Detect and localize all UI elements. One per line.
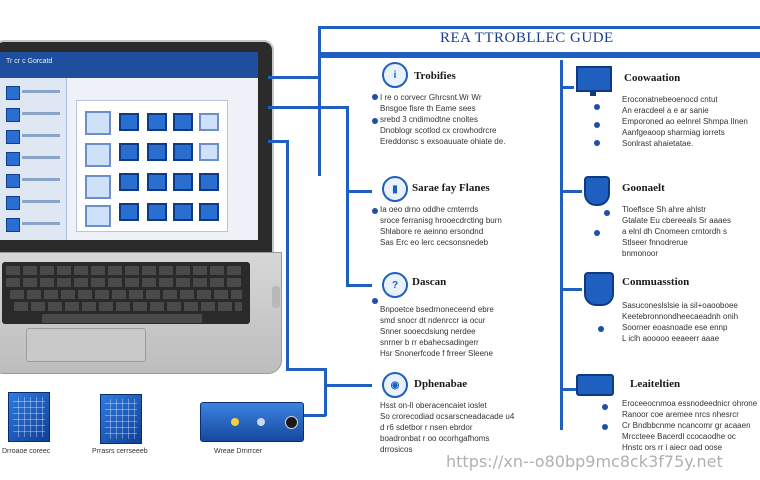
connector-line — [560, 288, 582, 291]
bullet — [594, 140, 600, 146]
section-body — [380, 400, 540, 455]
section-body — [380, 304, 540, 359]
body-line: Hsst on-ll oberacencaiet ioslet — [380, 401, 487, 410]
connector-line — [286, 368, 326, 371]
status-led — [257, 418, 265, 426]
content-tile — [85, 175, 111, 199]
connector-line — [324, 384, 372, 387]
bullet — [372, 208, 378, 214]
sidebar-icon — [6, 174, 20, 188]
sidebar-line — [22, 112, 60, 115]
content-tile — [119, 173, 139, 191]
section-title: Sarae fay Flanes — [412, 182, 490, 194]
content-tile — [119, 113, 139, 131]
connector-line — [302, 414, 326, 417]
body-line: I re o corvecr Ghrcsnt.Wr Wr — [380, 93, 482, 102]
content-tile — [173, 113, 193, 131]
body-line: Soorner eoasnoade ese ennp — [622, 323, 728, 332]
section-body — [380, 204, 540, 248]
section-title: Dphenabae — [414, 378, 468, 390]
body-line: Shlabore re aeinno ersondnd — [380, 227, 484, 236]
section-body — [622, 204, 758, 259]
body-line: Emporoned ao eelnrel Shmpa Ilnen — [622, 117, 748, 126]
connector-line — [560, 60, 563, 430]
bullet — [598, 326, 604, 332]
body-line: sroce ferranisg hrooecdrcting burn — [380, 216, 502, 225]
connector-line — [346, 190, 372, 193]
server-cube-icon — [100, 394, 142, 444]
content-tile — [85, 111, 111, 135]
device-caption: Wreae Drnrrcer — [214, 448, 263, 455]
section-title: Trobifies — [414, 70, 456, 82]
connector-line — [560, 190, 582, 193]
sidebar-icon — [6, 130, 20, 144]
section-title: Conmuasstion — [622, 276, 690, 288]
sidebar-line — [22, 178, 60, 181]
connector-line — [560, 388, 576, 391]
body-line: Hnstc ors rr i aiecr oad oose — [622, 443, 723, 452]
body-line: Sas Erc eo lerc cecsonsnedeb — [380, 238, 489, 247]
section-body — [622, 300, 758, 344]
document-icon: ▮ — [382, 176, 408, 202]
section-title: Coowaation — [624, 72, 681, 84]
router-icon — [200, 402, 304, 442]
eye-icon: ◉ — [382, 372, 408, 398]
section-body — [622, 398, 758, 453]
shield-icon — [584, 176, 610, 206]
key-row — [10, 290, 242, 299]
body-line: bnmonoor — [622, 249, 659, 258]
body-line: snrner b rr ebahecsadingerr — [380, 338, 479, 347]
body-line: Eroceeocnmoa essnodeednicr ohrone — [622, 399, 758, 408]
laptop-hinge — [272, 286, 280, 308]
sidebar-icon — [6, 108, 20, 122]
bullet — [372, 298, 378, 304]
body-line: boadronbat r oo ocorhgafhoms — [380, 434, 490, 443]
screen-title-bar — [0, 52, 258, 78]
connector-line — [268, 106, 348, 109]
sidebar-line — [22, 222, 60, 225]
screen-content-panel — [76, 100, 228, 232]
section-body — [380, 92, 540, 147]
body-line: Tloeflsce Sh ahre ahlstr — [622, 205, 707, 214]
body-line: smd snocr dt ndenrccr ia ocur — [380, 316, 486, 325]
body-line: Ia oeo drno oddhe cmterrds — [380, 205, 479, 214]
content-tile — [85, 143, 111, 167]
body-line: Ereddonsc s exsoauuate ohiate de. — [380, 137, 506, 146]
content-tile — [119, 203, 139, 221]
connector-line — [286, 140, 289, 370]
body-line: d r6 sdetbor r nsen ebrdor — [380, 423, 473, 432]
section-title: Dascan — [412, 276, 447, 288]
sidebar-icon — [6, 218, 20, 232]
body-line: So crorecodiad ocsarscneadacade u4 — [380, 412, 515, 421]
shield-icon — [584, 272, 614, 306]
content-tile — [85, 205, 111, 227]
body-line: Keetebronnondheecaeadnh onih — [622, 312, 739, 321]
sidebar-line — [22, 200, 60, 203]
content-tile — [147, 203, 167, 221]
connector-line — [268, 140, 288, 143]
connector-line — [268, 76, 318, 79]
body-line: L iclh aooooo eeaeerr aaae — [622, 334, 720, 343]
port-icon — [285, 416, 298, 429]
bullet — [594, 104, 600, 110]
screen-title: Tr cr c Gorcatd — [6, 58, 53, 65]
connector-line — [318, 56, 321, 176]
body-line: Sasuconeslslsie ia sil+oaooboee — [622, 301, 738, 310]
monitor-icon — [576, 66, 612, 92]
info-icon: i — [382, 62, 408, 88]
device-caption: Prrasrs cerrseeeb — [92, 448, 148, 455]
body-line: An eracdeel a e ar sanie — [622, 106, 709, 115]
key-row — [14, 302, 242, 311]
content-tile — [147, 113, 167, 131]
body-line: Gtalate Eu cbereeals Sr aaaes — [622, 216, 731, 225]
body-line: Aanfgeaoop sharmiag iorrets — [622, 128, 725, 137]
connector-line — [560, 86, 574, 89]
space-bar — [42, 314, 202, 323]
question-icon: ? — [382, 272, 408, 298]
sidebar-icon — [6, 86, 20, 100]
bullet — [372, 94, 378, 100]
section-title: Leaiteltien — [630, 378, 681, 390]
sidebar-line — [22, 90, 60, 93]
bullet — [602, 424, 608, 430]
body-line: Eroconatnebeoenocd cntut — [622, 95, 718, 104]
sidebar-line — [22, 134, 60, 137]
laptop-icon — [576, 374, 614, 396]
touchpad — [26, 328, 146, 362]
header-strip — [318, 52, 760, 58]
content-tile — [147, 173, 167, 191]
bullet — [594, 122, 600, 128]
laptop-screen — [0, 52, 258, 240]
section-body — [622, 94, 758, 149]
key-row — [6, 266, 242, 275]
sidebar-icon — [6, 196, 20, 210]
body-line: Snner sooecdsiung nerdee — [380, 327, 476, 336]
screen-sidebar — [0, 78, 67, 240]
body-line: Bnpoetce bsedrnoneceend ebre — [380, 305, 494, 314]
content-tile — [199, 203, 219, 221]
body-line: Hsr Snonerfcode f frreer Sleene — [380, 349, 493, 358]
keyboard — [2, 262, 250, 324]
bullet — [602, 404, 608, 410]
status-led — [231, 418, 239, 426]
monitor-stand — [590, 90, 596, 96]
body-line: Ranoor coe aremee nrcs nhesrcr — [622, 410, 739, 419]
connector-line — [346, 106, 349, 286]
body-line: drrosicos — [380, 445, 413, 454]
sidebar-icon — [6, 152, 20, 166]
server-cube-icon — [8, 392, 50, 442]
body-line: Stlseer fnnodrerue — [622, 238, 688, 247]
content-tile — [199, 173, 219, 191]
bullet — [372, 118, 378, 124]
page-title: REA TTROBLLEC GUDE — [440, 30, 614, 46]
watermark-url: https://xn--o80bp9mc8ck3f75y.net — [446, 452, 723, 471]
content-tile — [119, 143, 139, 161]
device-caption: Drroaoe coreec — [2, 448, 51, 455]
content-tile — [147, 143, 167, 161]
body-line: Bnsgoe fisre th Eame sees — [380, 104, 476, 113]
body-line: a elnl dh Cnomeen crntordh s — [622, 227, 727, 236]
body-line: Mrccteee Bacerdl ccocaodhe oc — [622, 432, 736, 441]
sidebar-line — [22, 156, 60, 159]
content-tile — [173, 203, 193, 221]
key-row — [6, 278, 242, 287]
content-tile — [173, 173, 193, 191]
content-tile — [199, 143, 219, 161]
content-tile — [199, 113, 219, 131]
bullet — [594, 230, 600, 236]
body-line: srebd 3 cndimodtne cnoltes — [380, 115, 478, 124]
bullet — [604, 210, 610, 216]
connector-line — [324, 368, 327, 416]
body-line: Sonlrast ahaietatae. — [622, 139, 694, 148]
body-line: Cr Bndbbcnme ncancomr gr acaaen — [622, 421, 751, 430]
body-line: Dnoblogr scotlod cx crowhodrcre — [380, 126, 497, 135]
section-title: Goonaelt — [622, 182, 665, 194]
content-tile — [173, 143, 193, 161]
connector-line — [346, 284, 372, 287]
